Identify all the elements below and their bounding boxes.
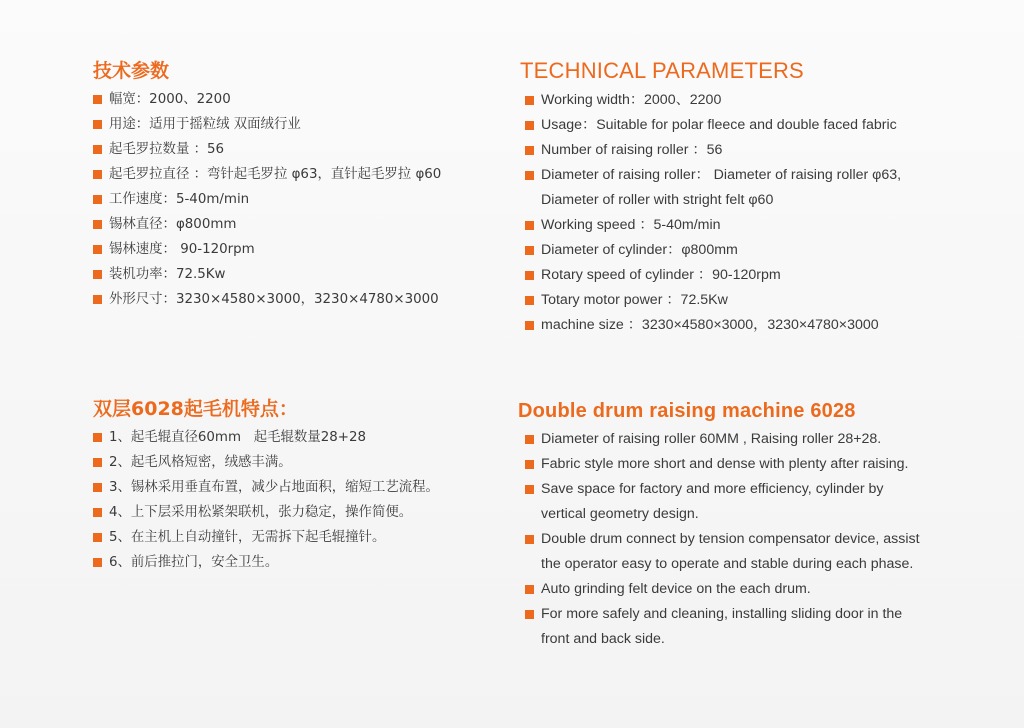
list-item: 工作速度：5-40m/min bbox=[93, 187, 503, 212]
list-item: 3、锡林采用垂直布置，减少占地面积，缩短工艺流程。 bbox=[93, 475, 503, 500]
list-item: Working speed ：5-40m/min bbox=[525, 213, 940, 238]
bullet-square-icon bbox=[93, 508, 102, 517]
bullet-square-icon bbox=[93, 95, 102, 104]
features-en-title: Double drum raising machine 6028 bbox=[518, 400, 856, 422]
list-item: 1、起毛辊直径60mm 起毛辊数量28+28 bbox=[93, 425, 503, 450]
list-item: 锡林直径：φ800mm bbox=[93, 212, 503, 237]
list-item: Double drum connect by tension compensator device, assist the operator easy to operate and stable during each phase. bbox=[525, 527, 926, 577]
tech-params-cn-section bbox=[93, 62, 503, 312]
list-item: Usage：Suitable for polar fleece and double faced fabric bbox=[525, 113, 940, 138]
bullet-square-icon bbox=[93, 145, 102, 154]
features-cn-list bbox=[93, 425, 503, 575]
bullet-square-icon bbox=[525, 435, 534, 444]
tech-params-en-section bbox=[520, 60, 940, 338]
list-item: 装机功率：72.5Kw bbox=[93, 262, 503, 287]
bullet-square-icon bbox=[93, 533, 102, 542]
list-item: 6、前后推拉门，安全卫生。 bbox=[93, 550, 503, 575]
bullet-square-icon bbox=[93, 558, 102, 567]
list-item: Totary motor power ：72.5Kw bbox=[525, 288, 940, 313]
bullet-square-icon bbox=[525, 296, 534, 305]
features-cn-section bbox=[93, 400, 503, 575]
tech-params-cn-title: 技术参数 bbox=[93, 60, 170, 82]
bullet-square-icon bbox=[525, 221, 534, 230]
bullet-square-icon bbox=[93, 245, 102, 254]
list-item: 5、在主机上自动撞针，无需拆下起毛辊撞针。 bbox=[93, 525, 503, 550]
tech-params-en-title: TECHNICAL PARAMETERS bbox=[520, 58, 804, 83]
bullet-square-icon bbox=[525, 246, 534, 255]
list-item: machine size ：3230×4580×3000，3230×4780×3000 bbox=[525, 313, 940, 338]
list-item: Diameter of raising roller： Diameter of raising roller φ63, Diameter of roller with stright felt φ60 bbox=[525, 163, 926, 213]
bullet-square-icon bbox=[525, 610, 534, 619]
bullet-square-icon bbox=[525, 121, 534, 130]
list-item: 幅宽：2000、2200 bbox=[93, 87, 503, 112]
bullet-square-icon bbox=[525, 535, 534, 544]
list-item: 锡林速度： 90-120rpm bbox=[93, 237, 503, 262]
bullet-square-icon bbox=[525, 271, 534, 280]
list-item: Diameter of cylinder：φ800mm bbox=[525, 238, 940, 263]
features-en-section bbox=[518, 401, 938, 652]
list-item: 2、起毛风格短密，绒感丰满。 bbox=[93, 450, 503, 475]
bullet-square-icon bbox=[93, 458, 102, 467]
list-item: Working width：2000、2200 bbox=[525, 88, 940, 113]
list-item: For more safely and cleaning, installing sliding door in the front and back side. bbox=[525, 602, 921, 652]
list-item: Diameter of raising roller 60MM , Raising roller 28+28. bbox=[525, 427, 921, 452]
list-item: Fabric style more short and dense with plenty after raising. bbox=[525, 452, 921, 477]
bullet-square-icon bbox=[93, 220, 102, 229]
list-item: Number of raising roller ：56 bbox=[525, 138, 940, 163]
list-item: Auto grinding felt device on the each drum. bbox=[525, 577, 921, 602]
bullet-square-icon bbox=[525, 146, 534, 155]
bullet-square-icon bbox=[525, 485, 534, 494]
list-item: 用途：适用于摇粒绒 双面绒行业 bbox=[93, 112, 503, 137]
tech-params-en-list bbox=[525, 88, 940, 338]
bullet-square-icon bbox=[93, 270, 102, 279]
list-item: 起毛罗拉直径 ：弯针起毛罗拉 φ63，直针起毛罗拉 φ60 bbox=[93, 162, 503, 187]
bullet-square-icon bbox=[525, 171, 534, 180]
bullet-square-icon bbox=[93, 195, 102, 204]
bullet-square-icon bbox=[525, 321, 534, 330]
list-item: 外形尺寸：3230×4580×3000，3230×4780×3000 bbox=[93, 287, 503, 312]
list-item: 4、上下层采用松紧架联机，张力稳定，操作简便。 bbox=[93, 500, 503, 525]
bullet-square-icon bbox=[93, 295, 102, 304]
bullet-square-icon bbox=[93, 170, 102, 179]
list-item: 起毛罗拉数量 ：56 bbox=[93, 137, 503, 162]
bullet-square-icon bbox=[525, 460, 534, 469]
features-cn-title: 双层6028起毛机特点： bbox=[93, 398, 298, 420]
bullet-square-icon bbox=[93, 433, 102, 442]
features-en-list bbox=[525, 427, 938, 652]
tech-params-cn-list bbox=[93, 87, 503, 312]
bullet-square-icon bbox=[525, 585, 534, 594]
bullet-square-icon bbox=[525, 96, 534, 105]
bullet-square-icon bbox=[93, 483, 102, 492]
bullet-square-icon bbox=[93, 120, 102, 129]
list-item: Save space for factory and more efficiency, cylinder by vertical geometry design. bbox=[525, 477, 921, 527]
list-item: Rotary speed of cylinder ：90-120rpm bbox=[525, 263, 940, 288]
